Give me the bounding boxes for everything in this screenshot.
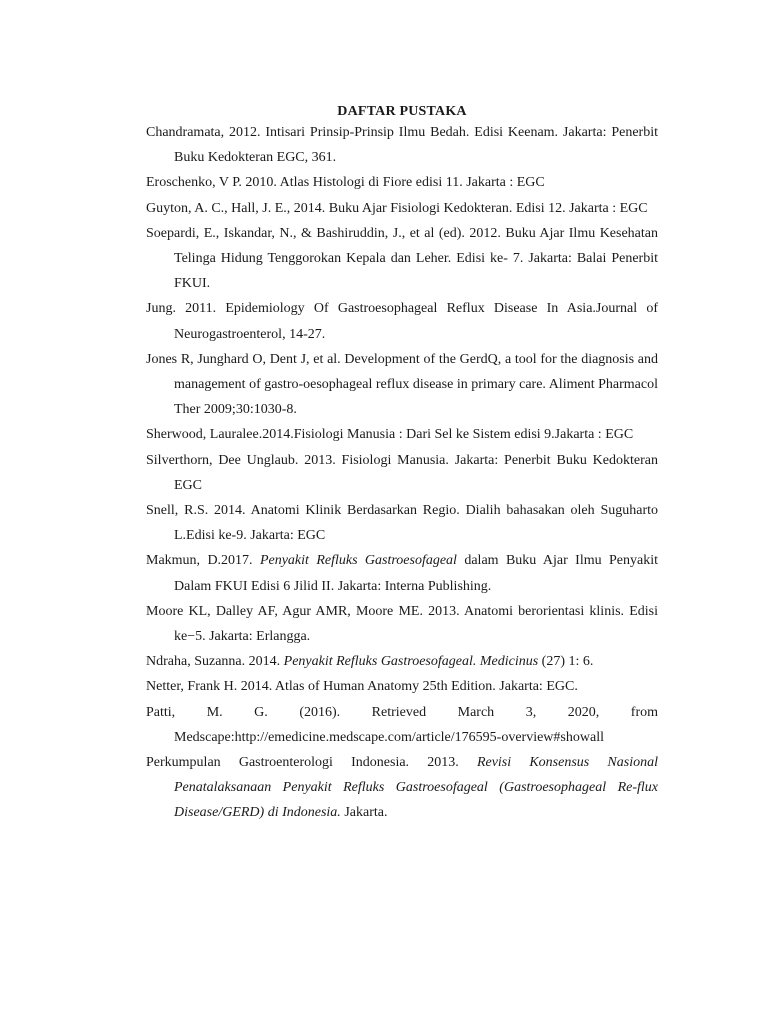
reference-entry [146,170,658,195]
reference-text: Patti, M. G. (2016). Retrieved March 3, 2020, from Medscape:http://emedicine.medscape.com/article/176595-overview#showall [146,704,658,745]
reference-text: Guyton, A. C., Hall, J. E., 2014. Buku Ajar Fisiologi Kedokteran. Edisi 12. Jakarta : EGC [146,200,648,216]
reference-entry [146,422,658,447]
reference-italic-text: Penyakit Refluks Gastroesofageal [259,553,457,569]
reference-entry [146,347,658,423]
reference-entry [146,196,658,221]
reference-text: Sherwood, Lauralee.2014.Fisiologi Manusia : Dari Sel ke Sistem edisi 9.Jakarta : EGC [146,427,634,443]
reference-entry [146,649,658,674]
reference-italic-text: Revisi Konsensus Nasional Penatalaksanaan Penyakit Refluks Gastroesofageal (Gastroesophageal Re-flux Disease/GERD) di Indonesia. [174,755,658,821]
reference-entry [146,498,658,548]
page-title: DAFTAR PUSTAKA [337,104,467,119]
reference-text: (27) 1: 6. [538,654,594,670]
reference-text: Makmun, D.2017. [146,553,260,569]
reference-text: Snell, R.S. 2014. Anatomi Klinik Berdasarkan Regio. Dialih bahasakan oleh Suguharto L.Edisi ke-9. Jakarta: EGC [146,503,658,544]
reference-entry [146,221,658,297]
reference-entry [146,599,658,649]
reference-entry [146,120,658,170]
reference-entry [146,674,658,699]
reference-entry [146,448,658,498]
reference-text: Jung. 2011. Epidemiology Of Gastroesophageal Reflux Disease In Asia.Journal of Neurogastroenterol, 14-27. [146,301,658,342]
reference-entry [146,296,658,346]
reference-text: Ndraha, Suzanna. 2014. [146,654,284,670]
reference-text: Silverthorn, Dee Unglaub. 2013. Fisiologi Manusia. Jakarta: Penerbit Buku Kedokteran EGC [146,452,658,493]
reference-text: Chandramata, 2012. Intisari Prinsip-Prinsip Ilmu Bedah. Edisi Keenam. Jakarta: Penerbit Buku Kedokteran EGC, 361. [146,125,658,166]
reference-text: Perkumpulan Gastroenterologi Indonesia. 2013. [146,755,477,771]
reference-list [146,120,658,826]
reference-text: Jakarta. [340,805,388,821]
reference-text: Netter, Frank H. 2014. Atlas of Human Anatomy 25th Edition. Jakarta: EGC. [146,679,578,695]
reference-text: Soepardi, E., Iskandar, N., & Bashiruddin, J., et al (ed). 2012. Buku Ajar Ilmu Kesehatan Telinga Hidung Tenggorokan Kepala dan Leher. Edisi ke- 7. Jakarta: Balai Penerbit FKUI. [146,225,658,292]
reference-text: dalam Buku Ajar Ilmu Penyakit Dalam FKUI Edisi 6 Jilid II. Jakarta: Interna Publishing. [174,553,658,594]
reference-entry [146,750,658,826]
reference-text: Eroschenko, V P. 2010. Atlas Histologi di Fiore edisi 11. Jakarta : EGC [146,175,545,191]
reference-entry [146,548,658,598]
reference-entry [146,700,658,750]
reference-text: Jones R, Junghard O, Dent J, et al. Development of the GerdQ, a tool for the diagnosis and management of gastro-oesophageal reflux disease in primary care. Aliment Pharmacol Ther 2009;30:1030-8. [146,351,658,418]
reference-italic-text: Penyakit Refluks Gastroesofageal. Medicinus [283,654,539,670]
reference-text: Moore KL, Dalley AF, Agur AMR, Moore ME. 2013. Anatomi berorientasi klinis. Edisi ke−5. Jakarta: Erlangga. [146,603,658,645]
